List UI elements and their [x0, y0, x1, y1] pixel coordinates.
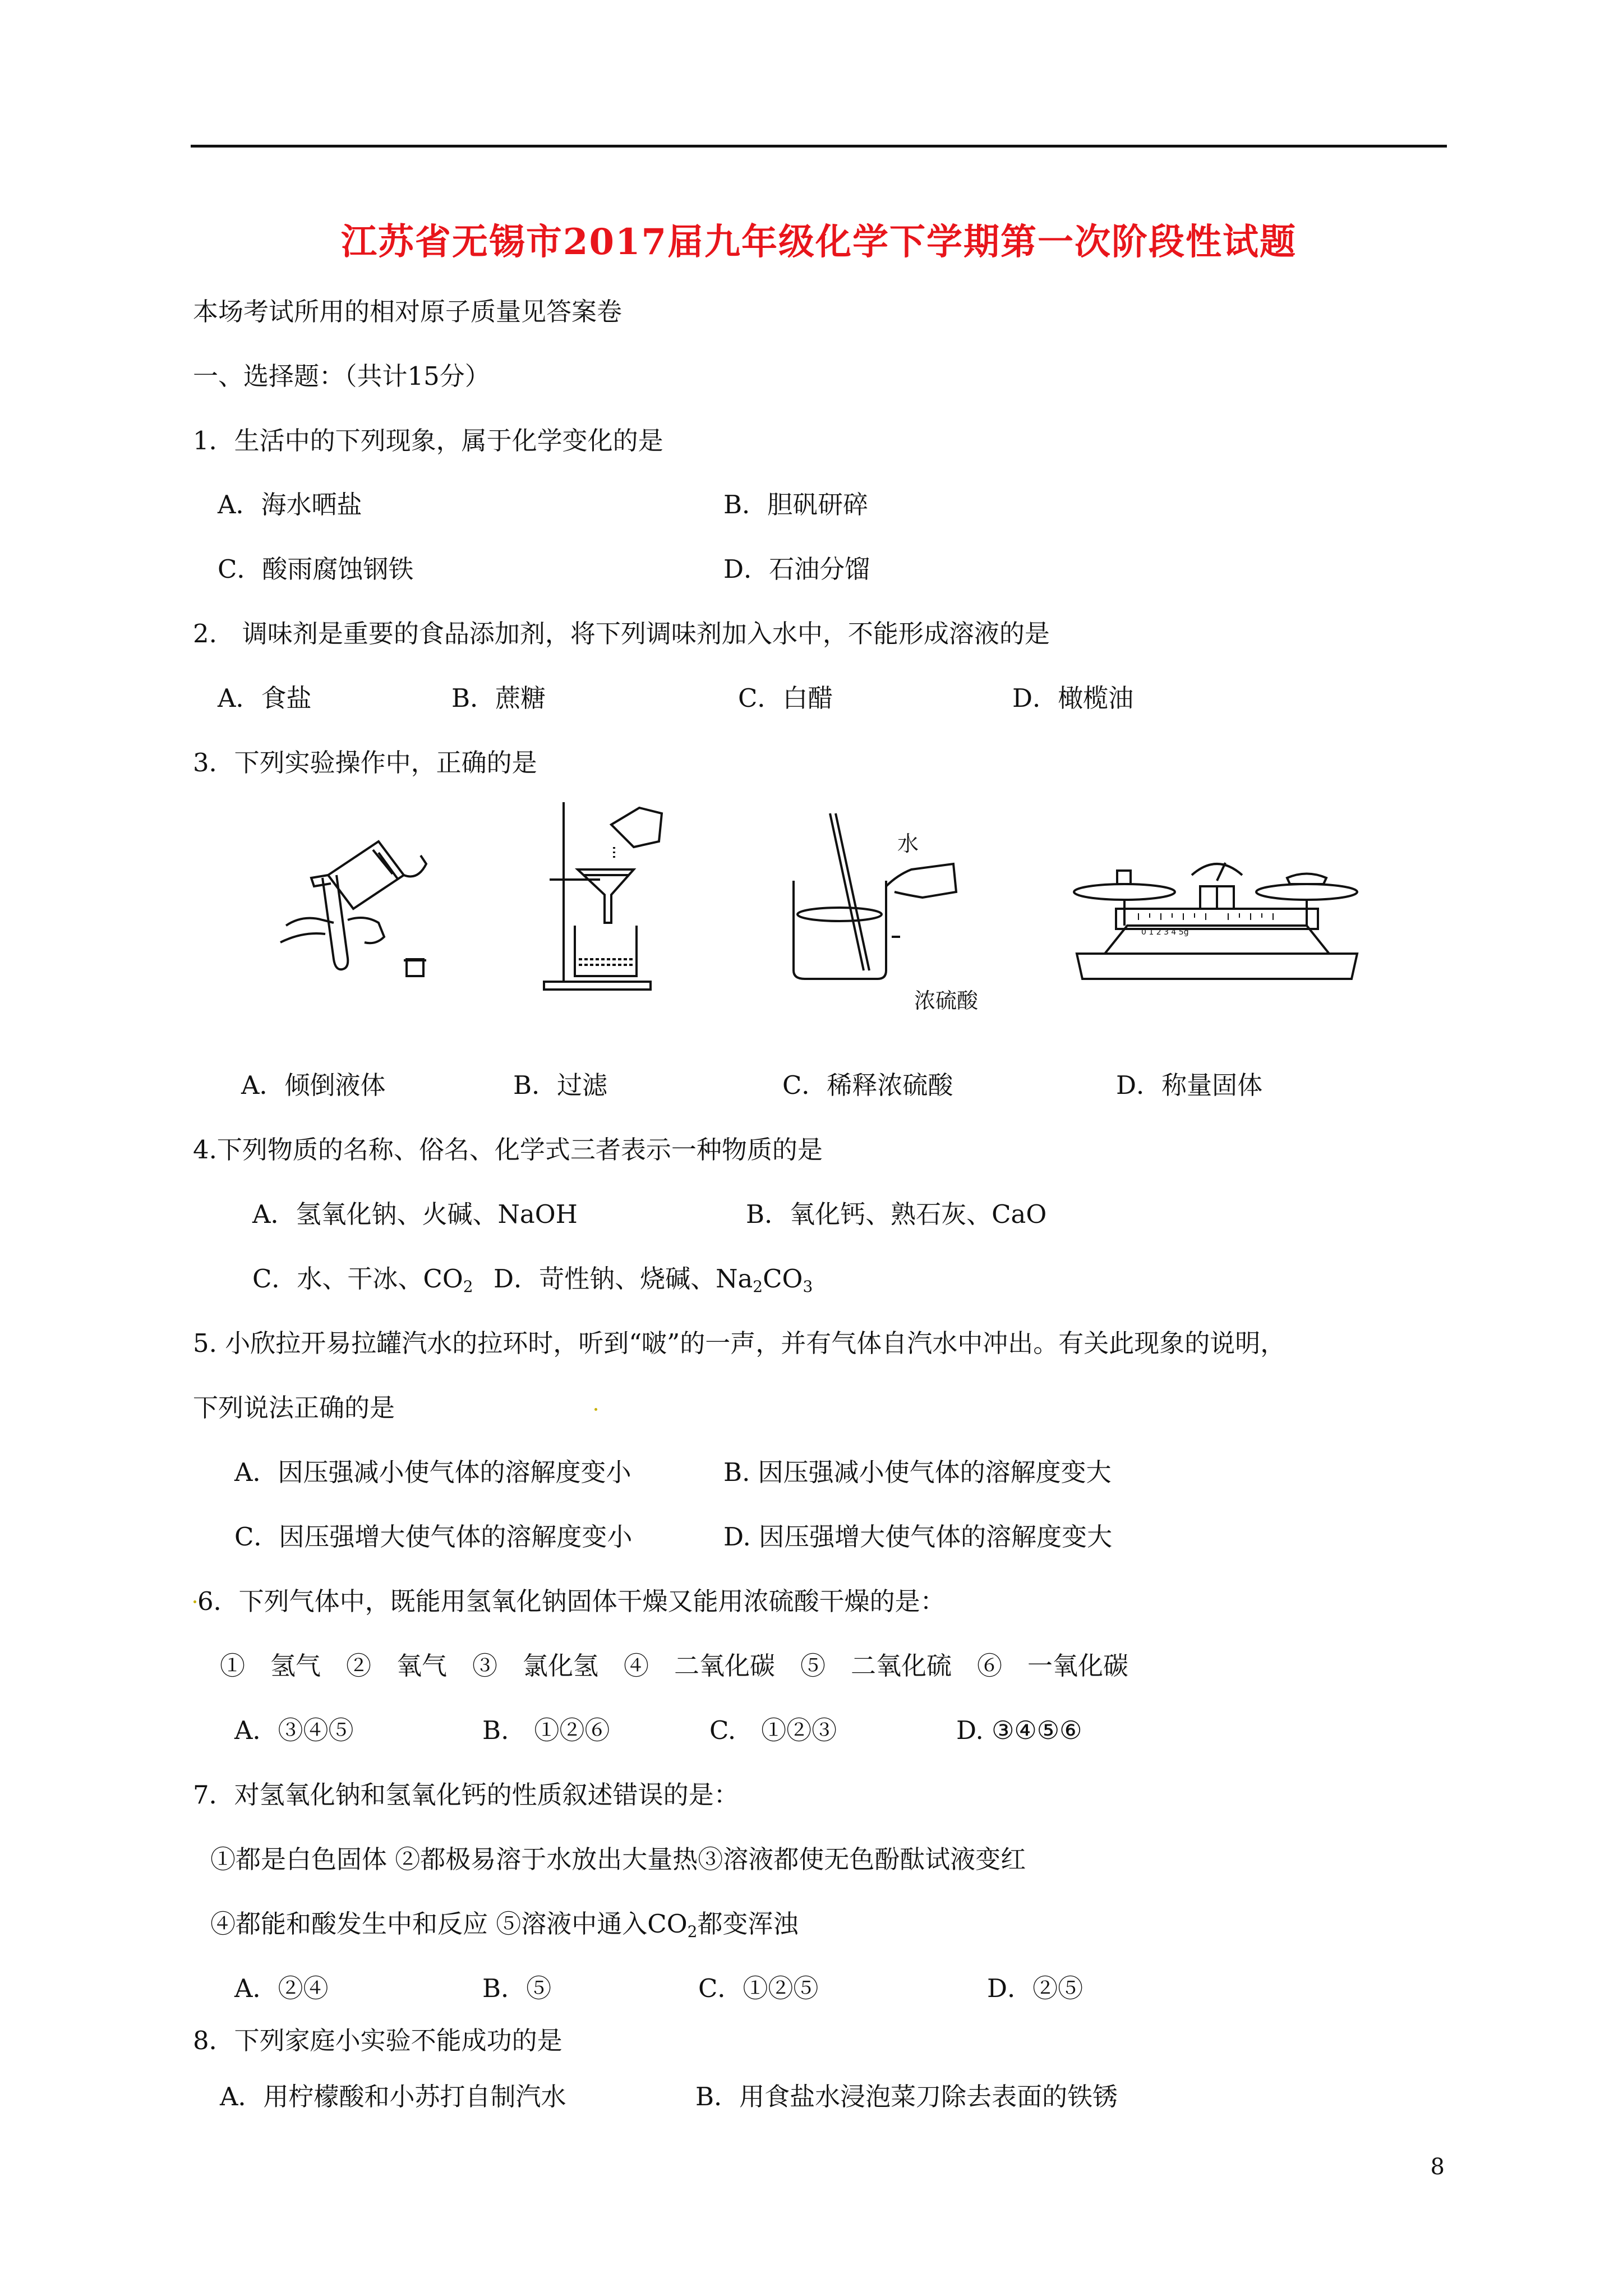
label-concentrated-acid: 浓硫酸 — [914, 988, 979, 1013]
q8-option-b: B．用食盐水浸泡菜刀除去表面的铁锈 — [695, 2082, 1118, 2111]
q5-option-a: A．因压强减小使气体的溶解度变小 — [234, 1457, 631, 1487]
q3-option-c: C．稀释浓硫酸 — [782, 1070, 953, 1100]
question-3-stem: 3．下列实验操作中，正确的是 — [193, 748, 537, 777]
q5-option-c: C．因压强增大使气体的溶解度变小 — [234, 1522, 633, 1552]
q2-option-d: D．橄榄油 — [1012, 683, 1134, 713]
q4-option-c: C．水、干冰、$CO_2$ — [252, 1264, 473, 1296]
q1-option-b: B．胆矾研碎 — [723, 490, 869, 519]
q8-option-a: A．用柠檬酸和小苏打自制汽水 — [220, 2082, 566, 2111]
q4-option-a: A．氢氧化钠、火碱、NaOH — [252, 1199, 578, 1229]
q4-option-b: B．氧化钙、熟石灰、CaO — [746, 1199, 1047, 1229]
question-1-stem: 1．生活中的下列现象，属于化学变化的是 — [193, 426, 663, 455]
question-8-stem: 8．下列家庭小实验不能成功的是 — [193, 2026, 562, 2055]
question-2-stem: 2. 调味剂是重要的食品添加剂，将下列调味剂加入水中，不能形成溶液的是 — [193, 619, 1050, 648]
question-7-list-2: ④都能和酸发生中和反应 ⑤溶液中通入$CO_2$都变浑浊 — [210, 1909, 799, 1941]
question-5-stem: 5. 小欣拉开易拉罐汽水的拉环时，听到“啵”的一声，并有气体自汽水中冲出。有关此现象的说明， — [193, 1328, 1286, 1358]
figure-pouring-liquid — [264, 830, 449, 995]
figure-filtration — [538, 797, 695, 995]
q2-option-a: A．食盐 — [218, 683, 312, 713]
q7-option-b: B．⑤ — [482, 1973, 552, 2003]
q3-option-d: D．称量固体 — [1116, 1070, 1263, 1100]
q5-option-d: D. 因压强增大使气体的溶解度变大 — [723, 1522, 1113, 1552]
q3-option-b: B．过滤 — [513, 1070, 608, 1100]
q1-option-d: D．石油分馏 — [723, 554, 870, 584]
q6-option-c: C. ①②③ — [709, 1715, 837, 1745]
q6-option-a: A．③④⑤ — [234, 1715, 354, 1745]
q7-option-c: C．①②⑤ — [698, 1973, 819, 2003]
question-7-stem: 7．对氢氧化钠和氢氧化钙的性质叙述错误的是： — [193, 1780, 739, 1810]
q2-option-b: B．蔗糖 — [451, 683, 546, 713]
header-rule — [191, 145, 1447, 148]
q4-option-d: D．苛性钠、烧碱、$Na_2CO_3$ — [494, 1264, 813, 1296]
q6-option-b: B. ①②⑥ — [482, 1715, 610, 1745]
q1-option-a: A．海水晒盐 — [218, 490, 362, 519]
q3-option-a: A．倾倒液体 — [241, 1070, 386, 1100]
question-5-stem-2: 下列说法正确的是 — [193, 1393, 395, 1423]
question-7-list-1: ①都是白色固体 ②都极易溶于水放出大量热③溶液都使无色酚酞试液变红 — [210, 1844, 1026, 1874]
label-water: 水 — [897, 831, 919, 856]
q5-option-b: B. 因压强减小使气体的溶解度变大 — [723, 1457, 1112, 1487]
question-4-stem: 4.下列物质的名称、俗名、化学式三者表示一种物质的是 — [193, 1135, 823, 1165]
q7-option-d: D．②⑤ — [987, 1973, 1083, 2003]
figure-balance — [1066, 830, 1368, 995]
q6-option-d: D. ③④⑤⑥ — [956, 1715, 1082, 1745]
figure-diluting-acid — [785, 802, 979, 1013]
stray-dot — [594, 1408, 597, 1411]
q2-option-c: C．白醋 — [738, 683, 833, 713]
q1-option-c: C．酸雨腐蚀钢铁 — [218, 554, 414, 584]
intro-text: 本场考试所用的相对原子质量见答案卷 — [193, 297, 623, 326]
page-number: 8 — [1430, 2154, 1445, 2180]
q7-option-a: A．②④ — [234, 1973, 329, 2003]
question-6-stem: 6．下列气体中，既能用氢氧化钠固体干燥又能用浓硫酸干燥的是： — [197, 1586, 946, 1616]
balance-scale-text: 0 1 2 3 4 5g — [1141, 928, 1189, 937]
stray-dot — [193, 1600, 196, 1603]
page-title: 江苏省无锡市2017届九年级化学下学期第一次阶段性试题 — [340, 221, 1297, 263]
question-6-list: ① 氢气 ② 氧气 ③ 氯化氢 ④ 二氧化碳 ⑤ 二氧化硫 ⑥ 一氧化碳 — [220, 1651, 1129, 1681]
section-heading: 一、选择题：（共计15分） — [193, 361, 490, 391]
